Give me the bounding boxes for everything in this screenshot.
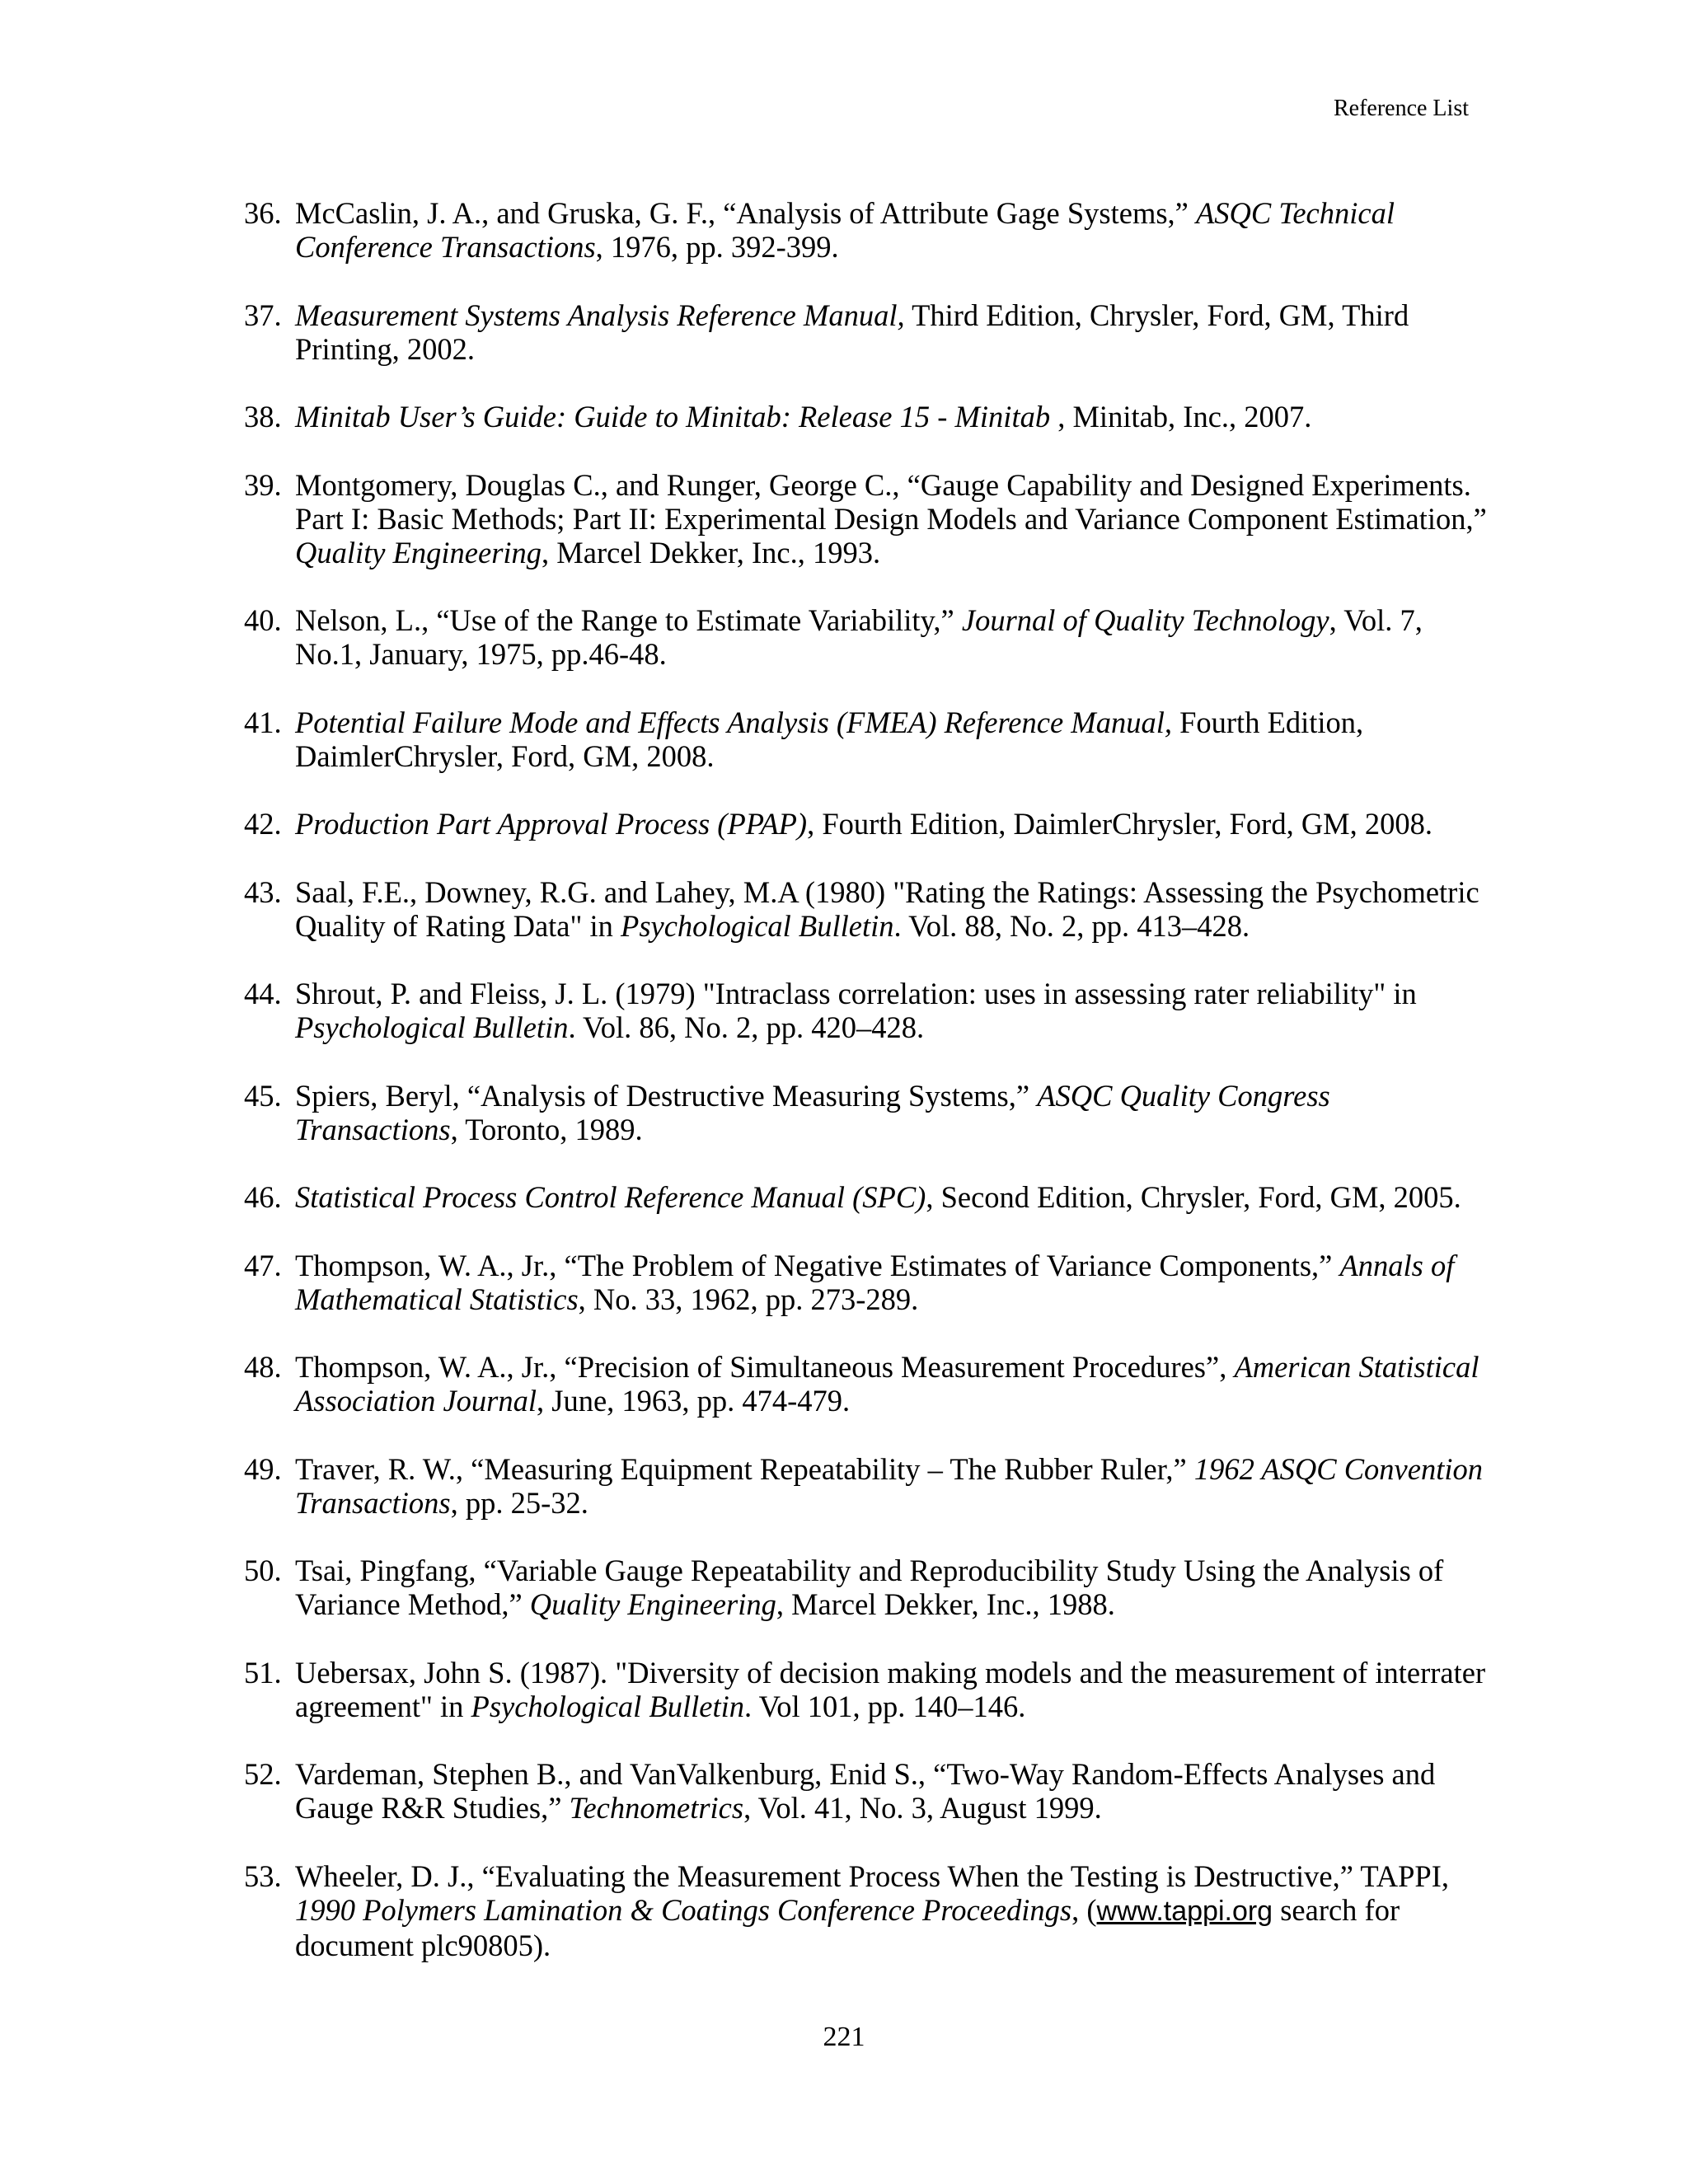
reference-item xyxy=(244,1350,1497,1418)
reference-source-title: Psychological Bulletin xyxy=(471,1689,744,1723)
reference-details: , Marcel Dekker, Inc., 1993. xyxy=(542,535,881,569)
reference-source-title: Psychological Bulletin xyxy=(621,908,894,943)
reference-text: Saal, F.E., Downey, R.G. and Lahey, M.A (1980) "Rating the Ratings: Assessing the Psychometric Quality of Rating Data" in xyxy=(295,874,1479,943)
reference-details: , June, 1963, pp. 474-479. xyxy=(537,1384,851,1418)
reference-source-title: Annals of Mathematical Statistics xyxy=(295,1248,1455,1316)
reference-item xyxy=(244,196,1497,264)
reference-details: , Second Edition, Chrysler, Ford, GM, 2005. xyxy=(926,1180,1461,1214)
reference-number: 42. xyxy=(244,807,282,841)
reference-number: 45. xyxy=(244,1078,282,1113)
reference-number: 37. xyxy=(244,298,282,332)
running-header: Reference List xyxy=(1333,96,1469,121)
reference-item xyxy=(244,468,1497,569)
reference-number: 46. xyxy=(244,1180,282,1214)
reference-details-end: search for document plc90805). xyxy=(295,1892,1400,1962)
reference-number: 39. xyxy=(244,467,282,502)
reference-details: , Marcel Dekker, Inc., 1988. xyxy=(776,1587,1115,1621)
reference-source-title: American Statistical Association Journal xyxy=(295,1350,1479,1418)
reference-details: , 1976, pp. 392-399. xyxy=(595,230,839,264)
reference-number: 36. xyxy=(244,196,282,230)
reference-number: 40. xyxy=(244,603,282,637)
tappi-link[interactable]: www.tappi.org xyxy=(1096,1895,1273,1927)
reference-details: Fourth Edition, DaimlerChrysler, Ford, GM, 2008. xyxy=(295,705,1364,773)
reference-text: Montgomery, Douglas C., and Runger, George C., “Gauge Capability and Designed Experiments. Part I: Basic Methods; Part II: Experimental Design Models and Variance Component Estimation,” xyxy=(295,467,1487,536)
reference-number: 47. xyxy=(244,1248,282,1282)
reference-details: , pp. 25-32. xyxy=(450,1485,588,1520)
reference-item xyxy=(244,705,1497,773)
reference-text: Shrout, P. and Fleiss, J. L. (1979) "Intraclass correlation: uses in assessing rater reliability" in xyxy=(295,977,1417,1010)
reference-source-title: Potential Failure Mode and Effects Analysis (FMEA) Reference Manual, xyxy=(295,705,1172,739)
reference-text: Tsai, Pingfang, “Variable Gauge Repeatability and Reproducibility Study Using the Analysis of Variance Method,” xyxy=(295,1554,1444,1621)
reference-item xyxy=(244,875,1497,943)
reference-text: McCaslin, J. A., and Gruska, G. F., “Analysis of Attribute Gage Systems,” xyxy=(295,196,1196,230)
reference-source-title: 1990 Polymers Lamination & Coatings Conference Proceedings xyxy=(295,1892,1072,1927)
reference-item xyxy=(244,298,1497,366)
reference-item xyxy=(244,1452,1497,1520)
reference-item xyxy=(244,603,1497,671)
reference-details: , Minitab, Inc., 2007. xyxy=(1050,400,1312,434)
reference-details: , Vol. 7, No.1, January, 1975, pp.46-48. xyxy=(295,603,1423,671)
reference-source-title: Quality Engineering xyxy=(295,535,542,569)
reference-source-title: ASQC Technical Conference Transactions xyxy=(295,196,1395,264)
reference-source-title: 1962 ASQC Convention Transactions xyxy=(295,1451,1483,1520)
reference-text: Nelson, L., “Use of the Range to Estimate Variability,” xyxy=(295,603,962,637)
reference-item xyxy=(244,1079,1497,1146)
reference-number: 44. xyxy=(244,977,282,1010)
reference-number: 41. xyxy=(244,705,282,739)
reference-number: 48. xyxy=(244,1350,282,1384)
reference-item xyxy=(244,1757,1497,1825)
reference-item xyxy=(244,1656,1497,1723)
reference-item xyxy=(244,1180,1497,1214)
reference-text: Traver, R. W., “Measuring Equipment Repeatability – The Rubber Ruler,” xyxy=(295,1451,1194,1486)
reference-source-title: Technometrics xyxy=(569,1791,744,1825)
reference-item xyxy=(244,1859,1497,1962)
reference-item xyxy=(244,400,1497,434)
reference-number: 38. xyxy=(244,400,282,434)
page-number: 221 xyxy=(823,2022,865,2052)
reference-text: Uebersax, John S. (1987). "Diversity of decision making models and the measurement of interrater agreement" in xyxy=(295,1655,1486,1723)
reference-source-title: Journal of Quality Technology xyxy=(961,603,1329,637)
reference-details: . Vol. 88, No. 2, pp. 413–428. xyxy=(893,908,1250,943)
reference-details: Third Edition, Chrysler, Ford, GM, Third Printing, 2002. xyxy=(295,298,1409,366)
reference-item xyxy=(244,1249,1497,1316)
reference-source-title: Quality Engineering xyxy=(529,1587,776,1621)
reference-details: . Vol 101, pp. 140–146. xyxy=(744,1689,1026,1723)
reference-text: Thompson, W. A., Jr., “Precision of Simultaneous Measurement Procedures”, xyxy=(295,1350,1235,1384)
reference-item xyxy=(244,1554,1497,1621)
reference-source-title: ASQC Quality Congress Transactions xyxy=(295,1078,1330,1146)
reference-number: 53. xyxy=(244,1858,282,1893)
reference-number: 50. xyxy=(244,1554,282,1587)
reference-details: , No. 33, 1962, pp. 273-289. xyxy=(578,1282,919,1316)
reference-details: , Vol. 41, No. 3, August 1999. xyxy=(743,1791,1102,1825)
reference-list xyxy=(244,196,1497,1996)
reference-item xyxy=(244,807,1497,841)
reference-item xyxy=(244,977,1497,1044)
reference-details: , ( xyxy=(1071,1892,1097,1927)
reference-text: Wheeler, D. J., “Evaluating the Measurement Process When the Testing is Destructive,” TAPPI, xyxy=(295,1858,1449,1893)
reference-number: 51. xyxy=(244,1655,282,1690)
reference-number: 43. xyxy=(244,874,282,909)
reference-source-title: Measurement Systems Analysis Reference Manual, xyxy=(295,298,905,332)
reference-details: , Toronto, 1989. xyxy=(450,1112,643,1146)
reference-source-title: Minitab User’s Guide: Guide to Minitab: Release 15 - Minitab xyxy=(295,400,1051,434)
reference-details: , Fourth Edition, DaimlerChrysler, Ford, GM, 2008. xyxy=(807,807,1433,841)
reference-source-title: Psychological Bulletin xyxy=(295,1010,569,1044)
reference-source-title: Statistical Process Control Reference Manual (SPC) xyxy=(295,1180,926,1214)
reference-text: Thompson, W. A., Jr., “The Problem of Negative Estimates of Variance Components,” xyxy=(295,1248,1340,1282)
reference-details: . Vol. 86, No. 2, pp. 420–428. xyxy=(568,1010,925,1044)
reference-text: Vardeman, Stephen B., and VanValkenburg, Enid S., “Two-Way Random-Effects Analyses and Gauge R&R Studies,” xyxy=(295,1757,1436,1825)
reference-source-title: Production Part Approval Process (PPAP) xyxy=(295,807,808,841)
reference-number: 49. xyxy=(244,1451,282,1486)
reference-number: 52. xyxy=(244,1757,282,1791)
reference-text: Spiers, Beryl, “Analysis of Destructive Measuring Systems,” xyxy=(295,1078,1038,1113)
